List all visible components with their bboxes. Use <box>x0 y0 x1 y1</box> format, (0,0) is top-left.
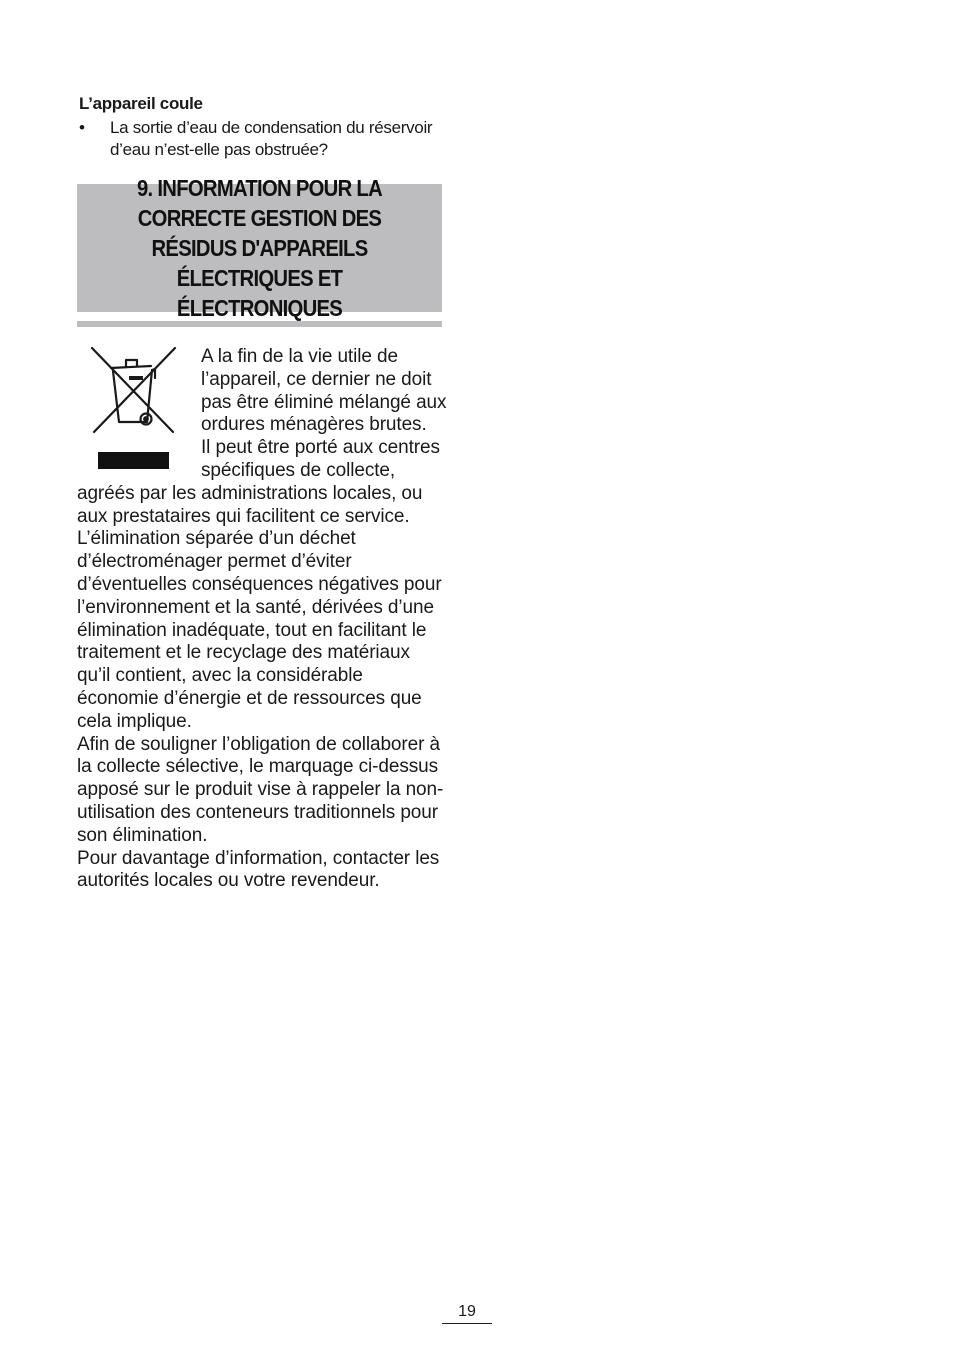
section-divider <box>77 321 442 327</box>
paragraph: Pour davantage d’information, contacter les autorités locales ou votre revendeur. <box>77 847 440 892</box>
troubleshoot-list <box>79 117 459 161</box>
paragraph: A la fin de la vie utile de l’appareil, ce dernier ne doit pas être éliminé mélangé aux ordures ménagères brutes. <box>201 346 447 436</box>
section-title: 9. INFORMATION POUR LA CORRECTE GESTION DES RÉSIDUS D'APPAREILS ÉLECTRIQUES ET ÉLECTRONIQUES <box>136 175 382 321</box>
paragraph: L’élimination séparée d’un déchet d’électroménager permet d’éviter d’éventuelles conséquences négatives pour l’environnement et la santé, dérivées d’une élimination inadéquate, tout en facilitant le traitement et le recyclage des matériaux qu’il contient, avec la considérable économie d’énergie et de ressources que cela implique. <box>77 528 442 732</box>
paragraph: Afin de souligner l’obligation de collaborer à la collecte sélective, le marquage ci-dessus apposé sur le produit vise à rappeler la non-utilisation des conteneurs traditionnels pour son élimination. <box>77 733 444 846</box>
section-heading-box <box>77 175 442 321</box>
list-item <box>79 117 459 161</box>
troubleshoot-heading: L’appareil coule <box>79 94 203 113</box>
list-item-text: La sortie d’eau de condensation du réservoir d’eau n’est-elle pas obstruée? <box>110 118 433 159</box>
page-number: 19 <box>442 1302 492 1324</box>
symbol-spacer <box>77 346 201 480</box>
disposal-body <box>77 346 447 893</box>
paragraph: Il peut être porté aux centres spécifiques de collecte, agréés par les administrations locales, ou aux prestataires qui facilitent ce service. <box>77 437 440 527</box>
bullet-glyph: • <box>79 118 85 137</box>
